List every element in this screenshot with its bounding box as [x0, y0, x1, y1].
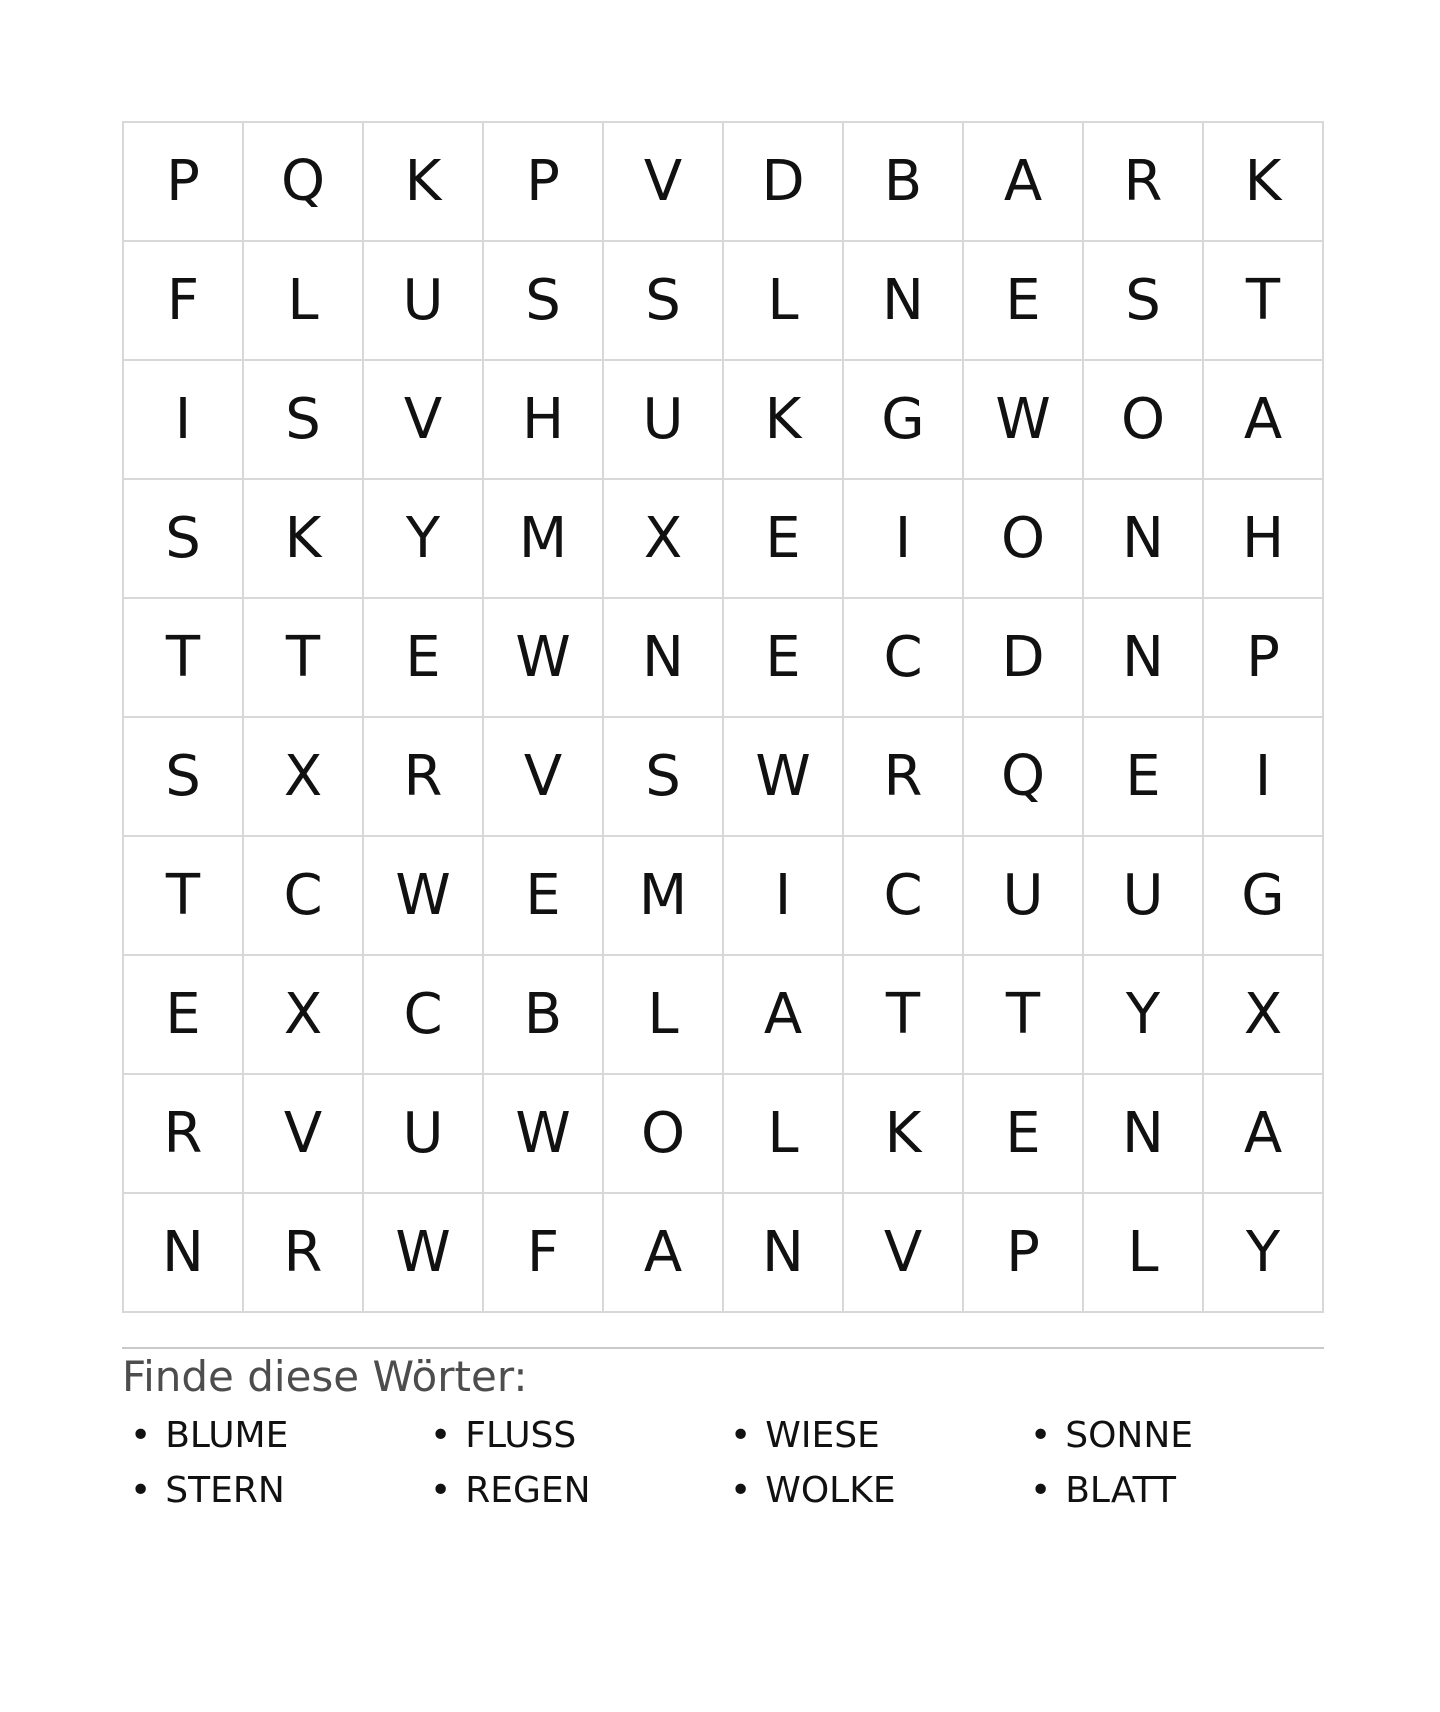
word-list-item	[430, 1463, 730, 1518]
word-label: FLUSS	[465, 1415, 577, 1456]
grid-cell[interactable]: E	[124, 956, 242, 1073]
grid-cell[interactable]: W	[484, 1075, 602, 1192]
grid-cell[interactable]: C	[844, 599, 962, 716]
grid-cell[interactable]: N	[1084, 1075, 1202, 1192]
grid-cell[interactable]: R	[364, 718, 482, 835]
grid-cell[interactable]: A	[1204, 1075, 1322, 1192]
grid-cell[interactable]: C	[844, 837, 962, 954]
word-list-item	[430, 1408, 730, 1463]
grid-cell[interactable]: C	[244, 837, 362, 954]
grid-cell[interactable]: I	[844, 480, 962, 597]
grid-cell[interactable]: D	[724, 123, 842, 240]
grid-cell[interactable]: U	[604, 361, 722, 478]
grid-cell[interactable]: H	[1204, 480, 1322, 597]
grid-cell[interactable]: I	[724, 837, 842, 954]
grid-cell[interactable]: S	[484, 242, 602, 359]
word-label: BLATT	[1065, 1470, 1176, 1511]
grid-cell[interactable]: G	[844, 361, 962, 478]
grid-cell[interactable]: S	[124, 480, 242, 597]
grid-cell[interactable]: V	[604, 123, 722, 240]
grid-cell[interactable]: N	[844, 242, 962, 359]
bullet-icon: •	[1030, 1470, 1052, 1511]
grid-cell[interactable]: T	[124, 599, 242, 716]
grid-cell[interactable]: Y	[1084, 956, 1202, 1073]
grid-cell[interactable]: K	[1204, 123, 1322, 240]
grid-cell[interactable]: U	[1084, 837, 1202, 954]
grid-cell[interactable]: W	[964, 361, 1082, 478]
bullet-icon: •	[1030, 1415, 1052, 1456]
bullet-icon: •	[730, 1415, 752, 1456]
grid-cell[interactable]: T	[244, 599, 362, 716]
grid-cell[interactable]: T	[964, 956, 1082, 1073]
grid-cell[interactable]: R	[1084, 123, 1202, 240]
grid-cell[interactable]: R	[844, 718, 962, 835]
grid-cell[interactable]: A	[1204, 361, 1322, 478]
grid-cell[interactable]: U	[364, 242, 482, 359]
grid-cell[interactable]: S	[604, 718, 722, 835]
word-label: BLUME	[165, 1415, 289, 1456]
grid-cell[interactable]: E	[364, 599, 482, 716]
word-label: WIESE	[765, 1415, 880, 1456]
grid-cell[interactable]: W	[484, 599, 602, 716]
grid-cell[interactable]: T	[844, 956, 962, 1073]
grid-cell[interactable]: L	[724, 242, 842, 359]
grid-cell[interactable]: X	[1204, 956, 1322, 1073]
grid-cell[interactable]: G	[1204, 837, 1322, 954]
grid-cell[interactable]: Y	[1204, 1194, 1322, 1311]
grid-cell[interactable]: B	[844, 123, 962, 240]
grid-cell[interactable]: K	[724, 361, 842, 478]
grid-cell[interactable]: T	[1204, 242, 1322, 359]
grid-cell[interactable]: Y	[364, 480, 482, 597]
grid-cell[interactable]: V	[484, 718, 602, 835]
grid-cell[interactable]: P	[124, 123, 242, 240]
grid-cell[interactable]: P	[964, 1194, 1082, 1311]
word-search-grid	[122, 121, 1324, 1313]
grid-cell[interactable]: S	[244, 361, 362, 478]
grid-cell[interactable]: V	[364, 361, 482, 478]
grid-cell[interactable]: E	[484, 837, 602, 954]
grid-cell[interactable]: W	[724, 718, 842, 835]
bullet-icon: •	[130, 1470, 152, 1511]
grid-cell[interactable]: K	[364, 123, 482, 240]
grid-cell[interactable]: V	[244, 1075, 362, 1192]
grid-cell[interactable]: I	[1204, 718, 1322, 835]
word-list	[130, 1408, 1330, 1518]
grid-cell[interactable]: H	[484, 361, 602, 478]
grid-cell[interactable]: R	[244, 1194, 362, 1311]
grid-cell[interactable]: F	[124, 242, 242, 359]
word-label: REGEN	[465, 1470, 591, 1511]
word-label: STERN	[165, 1470, 285, 1511]
grid-cell[interactable]: P	[484, 123, 602, 240]
word-list-item	[730, 1408, 1030, 1463]
grid-cell[interactable]: A	[604, 1194, 722, 1311]
section-divider	[122, 1347, 1324, 1349]
grid-cell[interactable]: X	[244, 956, 362, 1073]
word-list-item	[730, 1463, 1030, 1518]
grid-cell[interactable]: Q	[244, 123, 362, 240]
grid-cell[interactable]: B	[484, 956, 602, 1073]
grid-cell[interactable]: N	[1084, 599, 1202, 716]
grid-cell[interactable]: N	[604, 599, 722, 716]
grid-cell[interactable]: U	[364, 1075, 482, 1192]
grid-cell[interactable]: W	[364, 837, 482, 954]
grid-cell[interactable]: S	[604, 242, 722, 359]
grid-cell[interactable]: E	[724, 480, 842, 597]
grid-cell[interactable]: S	[1084, 242, 1202, 359]
bullet-icon: •	[130, 1415, 152, 1456]
grid-cell[interactable]: O	[604, 1075, 722, 1192]
grid-cell[interactable]: I	[124, 361, 242, 478]
grid-cell[interactable]: X	[604, 480, 722, 597]
grid-cell[interactable]: N	[124, 1194, 242, 1311]
grid-cell[interactable]: W	[364, 1194, 482, 1311]
grid-cell[interactable]: N	[1084, 480, 1202, 597]
grid-cell[interactable]: X	[244, 718, 362, 835]
grid-cell[interactable]: E	[964, 242, 1082, 359]
grid-cell[interactable]: E	[1084, 718, 1202, 835]
grid-cell[interactable]: Q	[964, 718, 1082, 835]
bullet-icon: •	[430, 1415, 452, 1456]
grid-cell[interactable]: V	[844, 1194, 962, 1311]
grid-cell[interactable]: R	[124, 1075, 242, 1192]
word-list-item	[130, 1463, 430, 1518]
grid-cell[interactable]: C	[364, 956, 482, 1073]
word-label: SONNE	[1065, 1415, 1194, 1456]
bullet-icon: •	[430, 1470, 452, 1511]
grid-cell[interactable]: L	[244, 242, 362, 359]
word-list-item	[130, 1408, 430, 1463]
word-list-item	[1030, 1408, 1330, 1463]
grid-cell[interactable]: M	[604, 837, 722, 954]
grid-cell[interactable]: A	[724, 956, 842, 1073]
find-words-heading: Finde diese Wörter:	[122, 1352, 528, 1401]
bullet-icon: •	[730, 1470, 752, 1511]
grid-cell[interactable]: L	[604, 956, 722, 1073]
grid-cell[interactable]: P	[1204, 599, 1322, 716]
grid-cell[interactable]: M	[484, 480, 602, 597]
grid-cell[interactable]: D	[964, 599, 1082, 716]
grid-cell[interactable]: N	[724, 1194, 842, 1311]
grid-cell[interactable]: O	[1084, 361, 1202, 478]
grid-cell[interactable]: O	[964, 480, 1082, 597]
word-label: WOLKE	[765, 1470, 896, 1511]
grid-cell[interactable]: K	[844, 1075, 962, 1192]
grid-cell[interactable]: U	[964, 837, 1082, 954]
word-list-item	[1030, 1463, 1330, 1518]
grid-cell[interactable]: T	[124, 837, 242, 954]
grid-cell[interactable]: A	[964, 123, 1082, 240]
grid-cell[interactable]: L	[724, 1075, 842, 1192]
grid-cell[interactable]: E	[724, 599, 842, 716]
grid-cell[interactable]: E	[964, 1075, 1082, 1192]
grid-cell[interactable]: L	[1084, 1194, 1202, 1311]
grid-cell[interactable]: K	[244, 480, 362, 597]
grid-cell[interactable]: F	[484, 1194, 602, 1311]
grid-cell[interactable]: S	[124, 718, 242, 835]
